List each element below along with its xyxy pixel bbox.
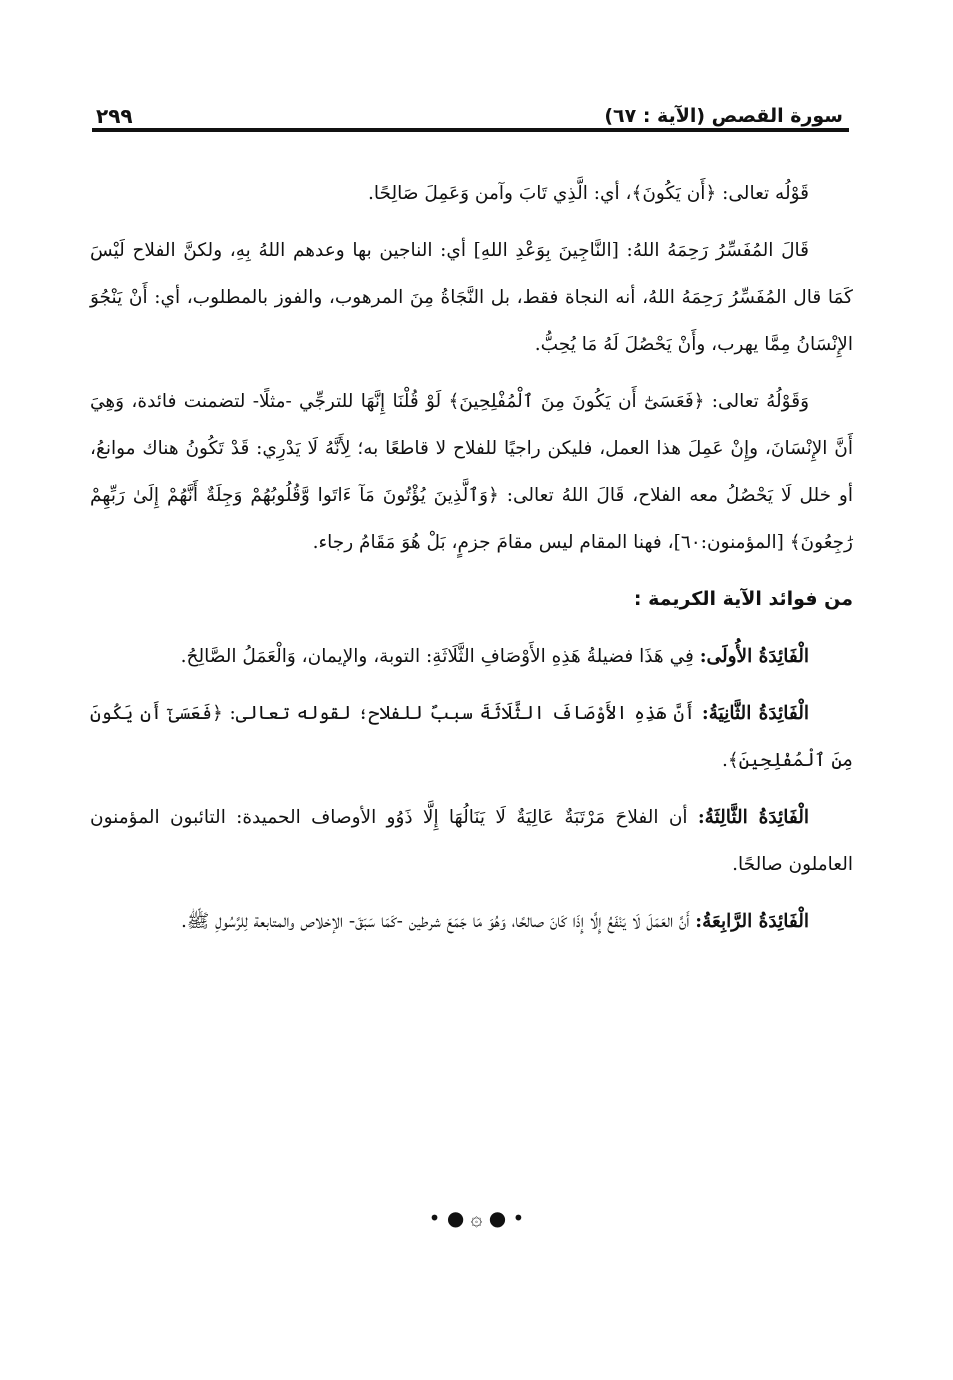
header-rule [92,128,849,132]
section-heading: من فوائد الآية الكريمة : [633,588,853,610]
benefit-2-text: أَنَّ هَذِهِ الأَوْصَافَ الثَّلَاثَةَ سببٌ للفلاح؛ لقوله تعالى: ﴿فَعَسَىٰٓ أَن يَكُونَ مِنَ ٱلْمُفْلِحِينَ﴾. [90,703,853,771]
benefit-4 [90,898,853,945]
end-ornament: • ● ۞ ● • [428,1206,525,1230]
benefit-2-label: الْفَائِدَةُ الثَّانِيَةُ: [701,703,809,724]
page-body [90,170,853,945]
benefit-4-label: الْفَائِدَةُ الرَّابِعَةُ: [695,911,809,932]
paragraph-mufassir-comment: قَالَ المُفَسِّرُ رَحِمَهُ اللهُ: [النَّاجِينَ بِوَعْدِ اللهِ] أي: الناجين بها وعدهم اللهُ بِهِ، ولكنَّ الفلاح لَيْسَ كَمَا قال المُفَسِّرُ رَحِمَهُ اللهُ، أنه النجاة فقط، بل النَّجَاةُ مِنَ المرهوب، والفوز بالمطلوب، أي: أَنْ يَنْجُوَ الإِنْسَانُ مِمَّا يهرب، وأَنْ يَحْصُلَ لَهُ مَا يُحِبُّ. [90,240,853,355]
benefit-3-text: أن الفلاحَ مَرْتَبَةٌ عَالِيَةٌ لَا يَنَالُهَا إِلَّا ذَوُو الأوصاف الحميدة: التائبون المؤمنون العاملون صالحًا. [90,807,853,875]
paragraph-hope-explanation: وَقَوْلُهُ تعالى: ﴿فَعَسَىٰٓ أَن يَكُونَ مِنَ ٱلْمُفْلِحِينَ﴾ لَوْ قُلْنَا إِنَّهَا للترجِّي -مثلًا- لتضمنت فائدة، وَهِيَ أَنَّ الإِنْسَانَ، وإِنْ عَمِلَ هذا العمل، فليكن راجيًا للفلاح لا قاطعًا به؛ لِأَنَّهُ لَا يَدْرِي: قَدْ تَكُونُ هناك موانعُ، أو خلل لَا يَحْصُلُ معه الفلاح، قَالَ اللهُ تعالى: ﴿وَٱلَّذِينَ يُؤْتُونَ مَآ ءَاتَوا وَّقُلُوبُهُمْ وَجِلَةٌ أَنَّهُمْ إِلَىٰ رَبِّهِمْ رَٰجِعُونَ﴾ [المؤمنون:٦٠]، فهنا المقام ليس مقامَ جزمٍ، بَلْ هُوَ مَقَامُ رجاء. [90,391,853,553]
running-title: سورة القصص (الآية : ٦٧) [604,105,843,127]
benefit-4-text: أَنَّ العَمَلَ لَا يَنْفَعُ إِلَّا إِذَا كَانَ صالحًا، وَهُوَ مَا جَمَعَ شرطين -كَمَا سَبَقَ- الإخلاص والمتابعة لِلرَّسُولِ ﷺ. [180,911,696,932]
benefit-3 [90,794,853,888]
benefit-3-label: الْفَائِدَةُ الثَّالِثَةُ: [697,807,809,828]
benefit-1-label: الْفَائِدَةُ الأُولَى: [699,646,809,667]
benefit-2 [90,690,853,784]
benefit-1 [90,633,853,680]
benefit-1-text: فِي هَذَا فضيلةُ هَذِهِ الأَوْصَافِ الثَّلَاثَةِ: التوبة، والإيمان، وَالْعَمَلُ الصَّالِحُ. [180,646,700,667]
paragraph-verse-comment: قَوْلُه تعالى: ﴿أَن يَكُونَ﴾، أي: الَّذِي تَابَ وآمن وَعَمِلَ صَالِحًا. [368,183,809,204]
page-header [96,92,843,126]
page-number: ٢٩٩ [96,104,133,128]
